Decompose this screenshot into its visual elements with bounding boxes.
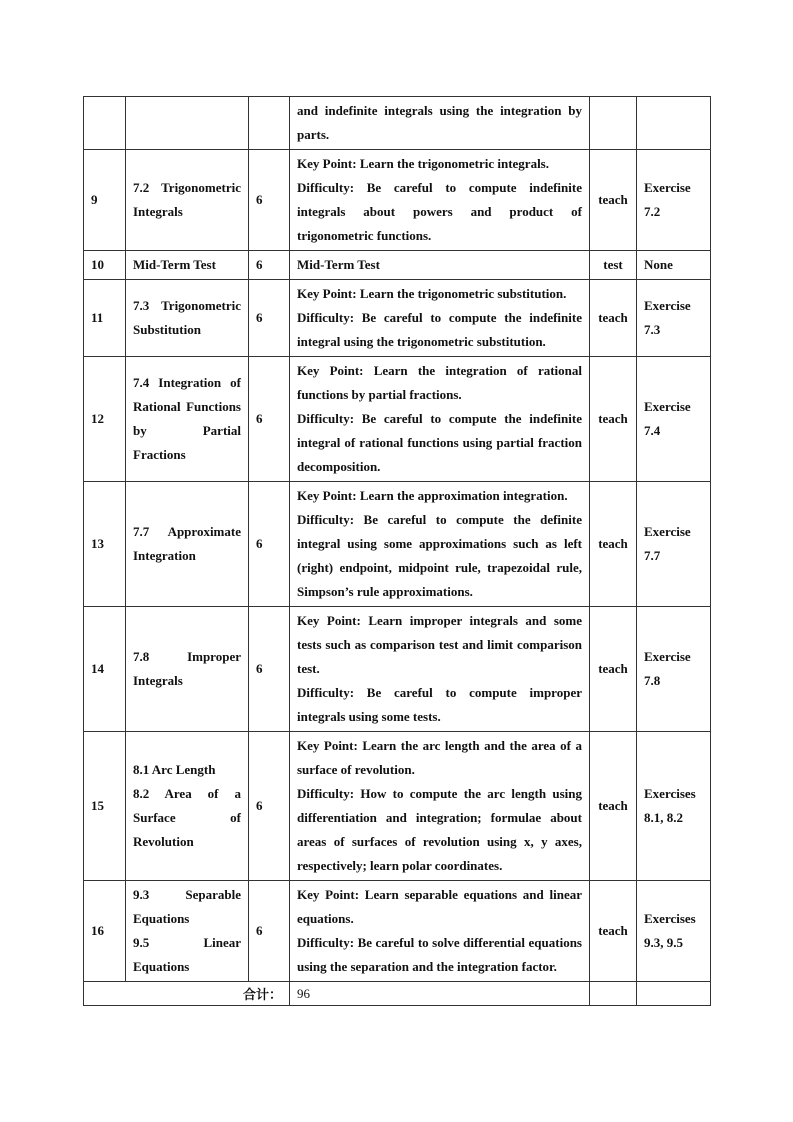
schedule-table	[83, 96, 711, 1006]
key-point-text: Key Point: Learn the integration of rational functions by partial fractions.	[297, 363, 582, 402]
topic-line: 7.4 Integration of Rational Functions by Partial Fractions	[133, 375, 241, 462]
homework-cell	[637, 280, 711, 357]
detail-text: Difficulty: Be careful to compute the definite integral using some approximations such as left (right) endpoint, midpoint rule, trapezoidal rule, Simpson’s rule approximations.	[297, 512, 582, 599]
week-cell: 15	[84, 732, 126, 881]
topic-cell	[126, 607, 249, 732]
schedule-body	[84, 97, 711, 1006]
detail-cell	[290, 150, 590, 251]
homework-cell	[637, 97, 711, 150]
table-row	[84, 357, 711, 482]
detail-cell	[290, 251, 590, 280]
method-cell	[590, 97, 637, 150]
table-row	[84, 732, 711, 881]
method-cell: teach	[590, 280, 637, 357]
homework-text: Exercises 9.3, 9.5	[644, 911, 696, 950]
table-row	[84, 881, 711, 982]
method-cell: teach	[590, 150, 637, 251]
key-point-text: Key Point: Learn the trigonometric substitution.	[297, 286, 567, 301]
week-cell: 12	[84, 357, 126, 482]
hours-cell: 6	[249, 357, 290, 482]
table-row	[84, 251, 711, 280]
key-point-text: Key Point: Learn the trigonometric integrals.	[297, 156, 549, 171]
homework-text: Exercise 7.8	[644, 649, 691, 688]
topic-line: 8.1 Arc Length	[133, 762, 216, 777]
topic-cell	[126, 97, 249, 150]
hours-cell: 6	[249, 251, 290, 280]
week-cell: 9	[84, 150, 126, 251]
topic-cell	[126, 251, 249, 280]
table-row	[84, 482, 711, 607]
method-cell: teach	[590, 881, 637, 982]
detail-cell	[290, 607, 590, 732]
topic-cell	[126, 150, 249, 251]
method-cell: teach	[590, 607, 637, 732]
key-point-text: Key Point: Learn improper integrals and some tests such as comparison test and limit comparison test.	[297, 613, 582, 676]
topic-line: 7.8 Improper Integrals	[133, 649, 241, 688]
topic-line: 8.2 Area of a Surface of Revolution	[133, 786, 241, 849]
week-cell: 13	[84, 482, 126, 607]
week-cell	[84, 97, 126, 150]
detail-cell	[290, 482, 590, 607]
topic-line: 9.5 Linear Equations	[133, 935, 241, 974]
homework-cell	[637, 357, 711, 482]
homework-text: None	[644, 257, 673, 272]
detail-text: Difficulty: Be careful to compute indefinite integrals about powers and product of trigonometric functions.	[297, 180, 582, 243]
topic-cell	[126, 357, 249, 482]
key-point-text: Key Point: Learn the arc length and the area of a surface of revolution.	[297, 738, 582, 777]
topic-line: 9.3 Separable Equations	[133, 887, 241, 926]
topic-cell	[126, 482, 249, 607]
topic-line: Mid-Term Test	[133, 257, 216, 272]
homework-cell	[637, 732, 711, 881]
detail-text: Mid-Term Test	[297, 257, 380, 272]
total-homework-empty	[637, 982, 711, 1006]
homework-text: Exercise 7.3	[644, 298, 691, 337]
table-row	[84, 150, 711, 251]
week-cell: 10	[84, 251, 126, 280]
hours-cell: 6	[249, 482, 290, 607]
key-point-text: Key Point: Learn separable equations and linear equations.	[297, 887, 582, 926]
detail-cell	[290, 357, 590, 482]
table-row	[84, 280, 711, 357]
detail-text: Difficulty: Be careful to solve differential equations using the separation and the integration factor.	[297, 935, 582, 974]
method-cell: teach	[590, 732, 637, 881]
week-cell: 11	[84, 280, 126, 357]
week-cell: 16	[84, 881, 126, 982]
method-cell: teach	[590, 482, 637, 607]
total-row	[84, 982, 711, 1006]
homework-cell	[637, 150, 711, 251]
total-label: 合计：	[84, 982, 290, 1006]
homework-text: Exercise 7.7	[644, 524, 691, 563]
detail-cell	[290, 97, 590, 150]
detail-text: Difficulty: Be careful to compute the indefinite integral of rational functions using partial fraction decomposition.	[297, 411, 582, 474]
detail-cell	[290, 881, 590, 982]
topic-line: 7.2 Trigonometric Integrals	[133, 180, 241, 219]
homework-cell	[637, 607, 711, 732]
homework-text: Exercise 7.4	[644, 399, 691, 438]
topic-line: 7.3 Trigonometric Substitution	[133, 298, 241, 337]
hours-cell: 6	[249, 732, 290, 881]
detail-text: Difficulty: How to compute the arc length using differentiation and integration; formulae about areas of surfaces of revolution using x, y axes, respectively; learn polar coordinates.	[297, 786, 582, 873]
hours-cell: 6	[249, 607, 290, 732]
method-cell: teach	[590, 357, 637, 482]
table-row	[84, 607, 711, 732]
week-cell: 14	[84, 607, 126, 732]
homework-text: Exercises 8.1, 8.2	[644, 786, 696, 825]
topic-cell	[126, 732, 249, 881]
detail-text: and indefinite integrals using the integration by parts.	[297, 103, 582, 142]
topic-cell	[126, 280, 249, 357]
homework-cell	[637, 482, 711, 607]
topic-line: 7.7 Approximate Integration	[133, 524, 241, 563]
table-row	[84, 97, 711, 150]
detail-cell	[290, 732, 590, 881]
homework-cell	[637, 881, 711, 982]
method-cell: test	[590, 251, 637, 280]
detail-cell	[290, 280, 590, 357]
hours-cell	[249, 97, 290, 150]
detail-text: Difficulty: Be careful to compute improper integrals using some tests.	[297, 685, 582, 724]
key-point-text: Key Point: Learn the approximation integration.	[297, 488, 568, 503]
total-detail-empty	[590, 982, 637, 1006]
homework-text: Exercise 7.2	[644, 180, 691, 219]
hours-cell: 6	[249, 150, 290, 251]
total-hours: 96	[290, 982, 590, 1006]
hours-cell: 6	[249, 881, 290, 982]
hours-cell: 6	[249, 280, 290, 357]
homework-cell	[637, 251, 711, 280]
detail-text: Difficulty: Be careful to compute the indefinite integral using the trigonometric substitution.	[297, 310, 582, 349]
topic-cell	[126, 881, 249, 982]
